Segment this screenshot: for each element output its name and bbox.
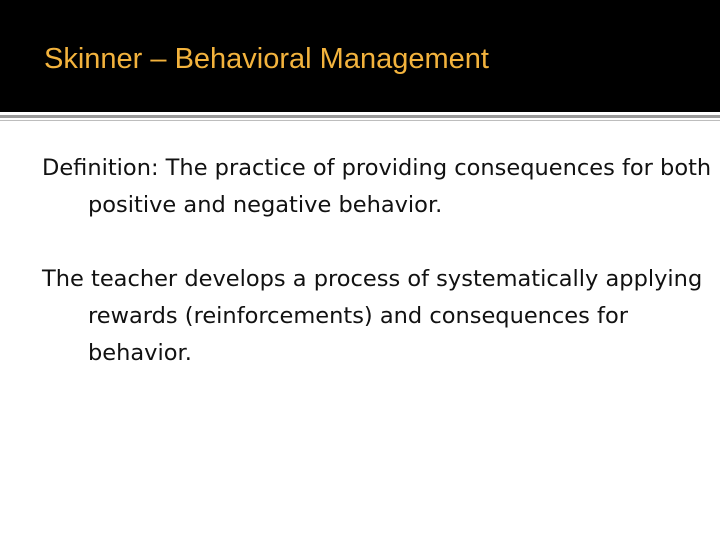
slide-body [42, 150, 712, 409]
title-bar [0, 0, 720, 112]
divider-line-thick [0, 115, 720, 118]
slide-title: Skinner – Behavioral Management [44, 43, 489, 75]
definition-paragraph: Definition: The practice of providing consequences for both positive and negative behavior. [42, 155, 712, 218]
process-paragraph: The teacher develops a process of systematically applying rewards (reinforcements) and consequences for behavior. [42, 266, 703, 366]
divider-line-thin [0, 120, 720, 121]
